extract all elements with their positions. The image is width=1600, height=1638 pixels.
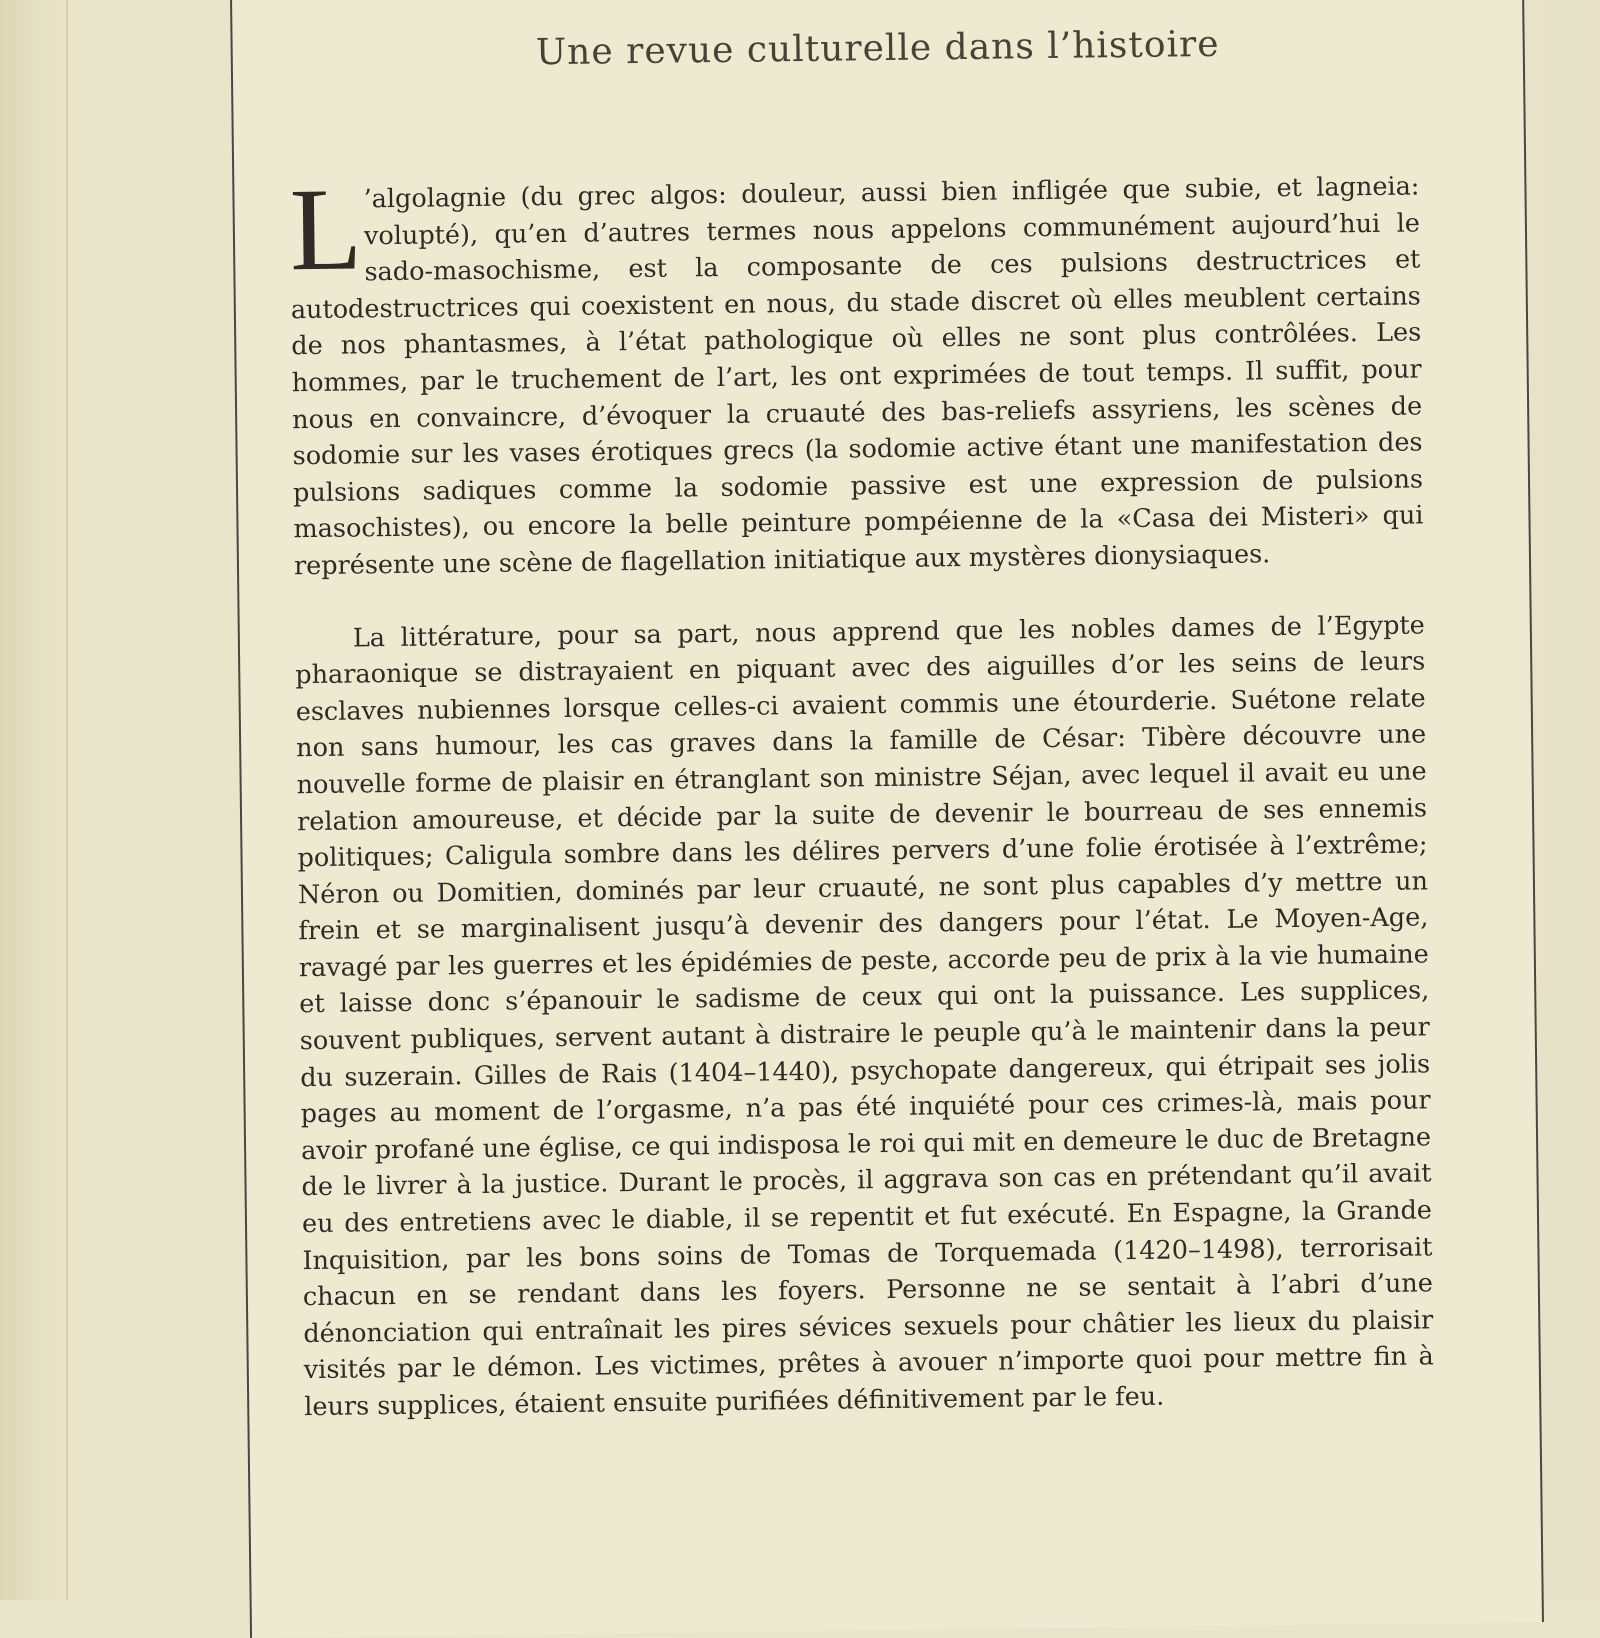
paragraph-1-text: ’algolagnie (du grec algos: douleur, aussi bien infligée que subie, et lagneia: volupté), qu’en d’autres termes nous appelons communément aujourd’hui le sado-masochisme, est la composante de ces pulsions destructrices et autodestructrices qui coexistent en nous, du stade discret où elles meublent certains de nos phantasmes, à l’état pathologique où elles ne sont plus contrôlées. Les hommes, par le truchement de l’art, les ont exprimées de tout temps. Il suffit, pour nous en convaincre, d’évoquer la cruauté des bas-reliefs assyriens, les scènes de sodomie sur les vases érotiques grecs (la sodomie active étant une manifestation des pulsions sadiques comme la sodomie passive est une expression de pulsions masochistes), ou encore la belle peinture pompéienne de la «Casa dei Misteri» qui représente une scène de flagellation initiatique aux mystères dionysiaques.: [290, 171, 1424, 582]
book-page: [230, 0, 1544, 1638]
article-body: [289, 163, 1434, 1425]
paragraph-2: La littérature, pour sa part, nous apprend que les nobles dames de l’Egypte pharaonique se distrayaient en piquant avec des aiguilles d’or les seins de leurs esclaves nubiennes lorsque celles-ci avaient commis une étourderie. Suétone relate non sans humour, les cas graves dans la famille de César: Tibère découvre une nouvelle forme de plaisir en étranglant son ministre Séjan, avec lequel il avait eu une relation amoureuse, et décide par la suite de devenir le bourreau de ses ennemis politiques; Caligula sombre dans les délires pervers d’une folie érotisée à l’extrême; Néron ou Domitien, dominés par leur cruauté, ne sont plus capables d’y mettre un frein et se marginalisent jusqu’à devenir des dangers pour l’état. Le Moyen-Age, ravagé par les guerres et les épidémies de peste, accorde peu de prix à la vie humaine et laisse donc s’épanouir le sadisme de ceux qui ont la puissance. Les supplices, souvent publiques, servent autant à distraire le peuple qu’à le maintenir dans la peur du suzerain. Gilles de Rais (1404–1440), psychopate dangereux, qui étripait ses jolis pages au moment de l’orgasme, n’a pas été inquiété pour ces crimes-là, mais pour avoir profané une église, ce qui indisposa le roi qui mit en demeure le duc de Bretagne de le livrer à la justice. Durant le procès, il aggrava son cas en prétendant qu’il avait eu des entretiens avec le diable, il se repentit et fut exécuté. En Espagne, la Grande Inquisition, par les bons soins de Tomas de Torquemada (1420–1498), terrorisait chacun en se rendant dans les foyers. Personne ne se sentait à l’abri d’une dénonciation qui entraînait les pires sévices sexuels pour châtier les lieux du plaisir visités par le démon. Les victimes, prêtes à avouer n’importe quoi pour mettre fin à leurs supplices, étaient ensuite purifiées définitivement par le feu.: [295, 609, 1434, 1423]
page-title: Une revue culturelle dans l’histoire: [535, 23, 1220, 74]
left-page-edge: [66, 0, 68, 1600]
drop-cap: L: [289, 163, 363, 296]
paragraph-1: [289, 163, 1424, 584]
